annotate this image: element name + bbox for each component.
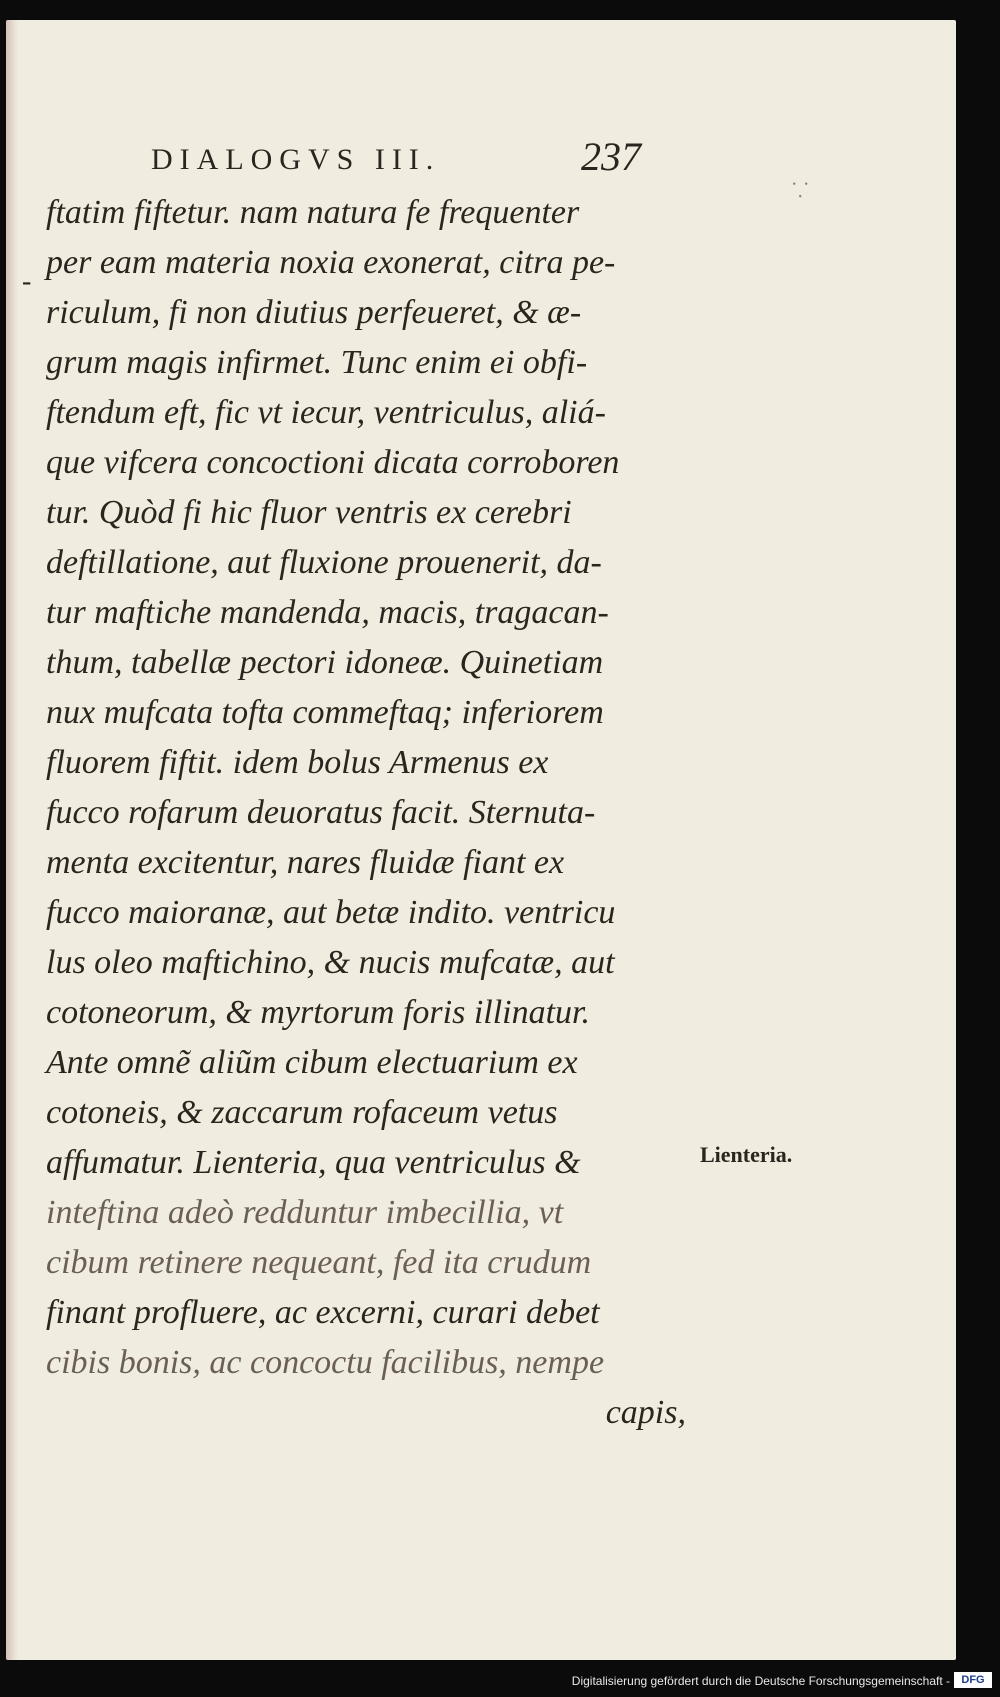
text-line: que vifcera concoctioni dicata corroboren [46, 444, 620, 481]
catchword: capis, [605, 1394, 686, 1431]
book-page [6, 20, 956, 1660]
text-line: nux mufcata tofta commeftaq; inferiorem [46, 694, 604, 731]
text-line: cibis bonis, ac concoctu facilibus, nempe [46, 1344, 605, 1381]
body-text [46, 188, 686, 1438]
text-line: finant profluere, ac excerni, curari debet [46, 1294, 600, 1331]
text-line: thum, tabellæ pectori idoneæ. Quinetiam [46, 644, 604, 681]
text-line: inteftina adeò redduntur imbecillia, vt [46, 1194, 564, 1231]
text-line: ftendum eft, fic vt iecur, ventriculus, aliá- [46, 394, 606, 431]
text-line: per eam materia noxia exonerat, citra pe- [46, 244, 616, 281]
text-line: affumatur. Lienteria, qua ventriculus & [46, 1144, 581, 1181]
text-line: tur. Quòd fi hic fluor ventris ex cerebri [46, 494, 572, 531]
page-number: 237 [581, 134, 641, 179]
text-line: fucco maioranæ, aut betæ indito. ventricu [46, 894, 616, 931]
digitization-footer [0, 1668, 1000, 1697]
funding-credit: Digitalisierung gefördert durch die Deutsche Forschungsgemeinschaft - [571, 1674, 950, 1688]
margin-dash-mark: - [22, 266, 32, 297]
text-line: menta excitentur, nares fluidæ fiant ex [46, 844, 565, 881]
text-line: deftillatione, aut fluxione prouenerit, da- [46, 544, 602, 581]
text-line: riculum, fi non diutius perfeueret, & æ- [46, 294, 582, 331]
text-line: fucco rofarum deuoratus facit. Sternuta- [46, 794, 596, 831]
running-head: DIALOGVS III. [151, 143, 441, 176]
page-header [6, 115, 956, 179]
page-gutter-shadow [6, 20, 18, 1660]
text-line: ftatim fiftetur. nam natura fe frequenter [46, 194, 580, 231]
text-line: Ante omnẽ aliũm cibum electuarium ex [46, 1044, 578, 1081]
text-line: grum magis infirmet. Tunc enim ei obfi- [46, 344, 588, 381]
text-line: fluorem fiftit. idem bolus Armenus ex [46, 744, 549, 781]
text-line: cotoneorum, & myrtorum foris illinatur. [46, 994, 591, 1031]
dfg-logo-icon: DFG [954, 1672, 992, 1688]
text-line: lus oleo maftichino, & nucis mufcatæ, aut [46, 944, 615, 981]
text-line: cotoneis, & zaccarum rofaceum vetus [46, 1094, 558, 1131]
ink-speck-mark: ⸪ [792, 180, 809, 202]
text-line: cibum retinere nequeant, fed ita crudum [46, 1244, 592, 1281]
text-line: tur maftiche mandenda, macis, tragacan- [46, 594, 609, 631]
marginal-note: Lienteria. [700, 1142, 793, 1167]
